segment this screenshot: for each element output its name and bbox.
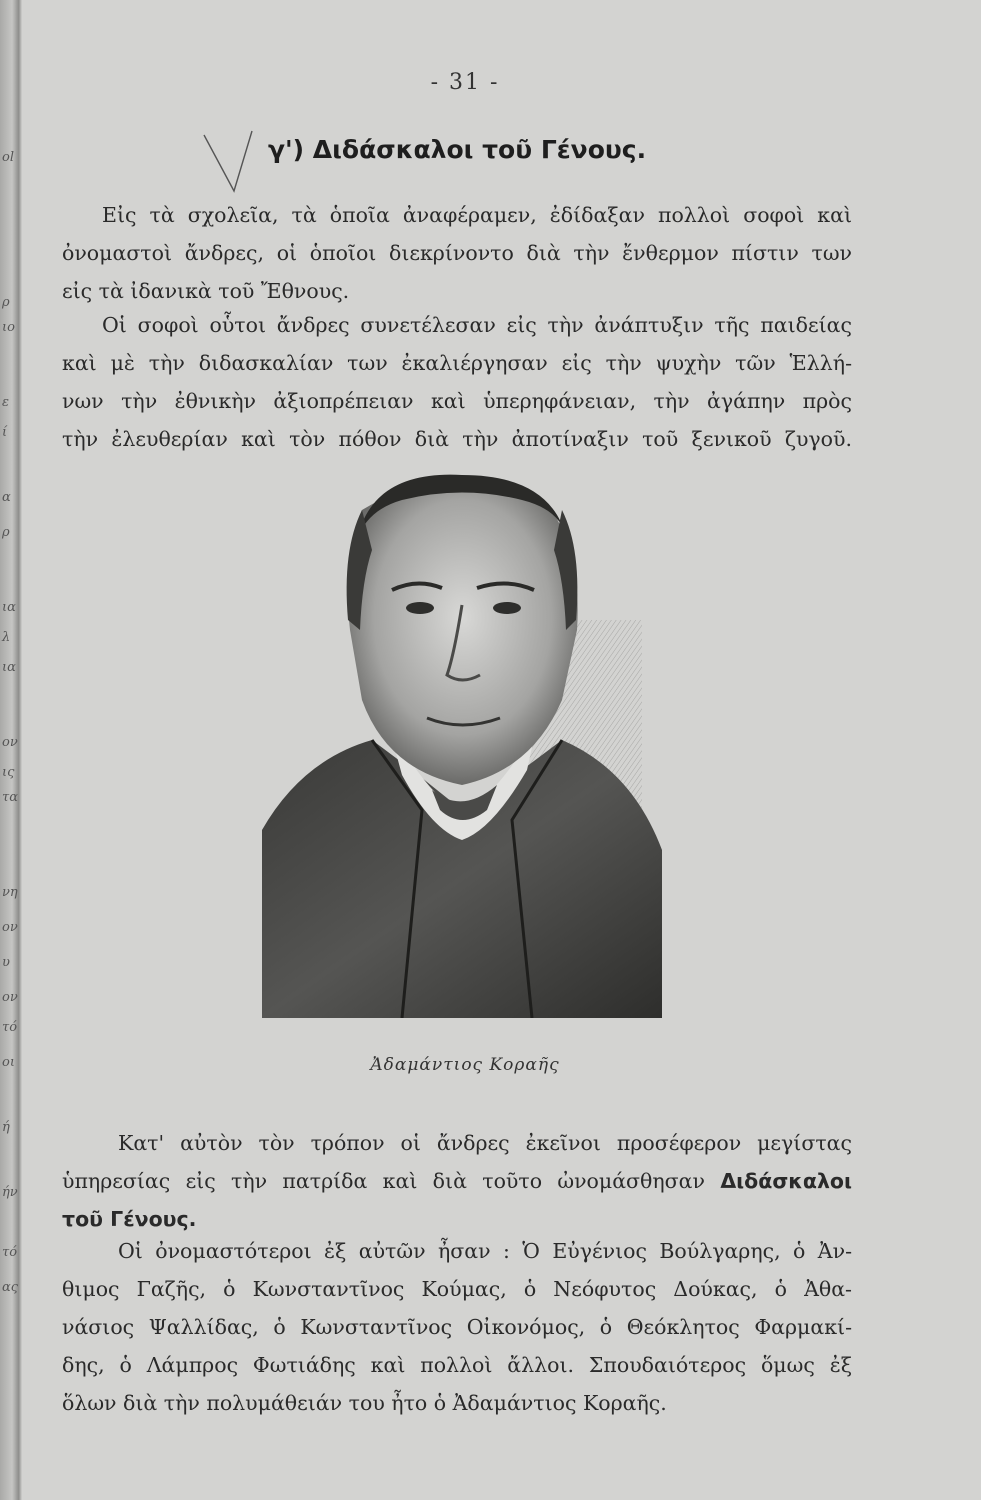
portrait-engraving xyxy=(262,470,662,1018)
margin-fragment: ε xyxy=(2,395,9,410)
margin-fragment: ας xyxy=(2,1280,19,1295)
margin-fragment: ρ xyxy=(2,295,10,310)
portrait-caption: Ἀδαμάντιος Κοραῆς xyxy=(370,1055,560,1075)
text-line: Οἱ ὀνομαστότεροι ἐξ αὐτῶν ἦσαν : Ὁ Εὐγένιος Βούλγαρης, ὁ Ἀν- xyxy=(118,1239,852,1263)
margin-fragment: ια xyxy=(2,600,16,615)
text-line: θιμος Γαζῆς, ὁ Κωνσταντῖνος Κούμας, ὁ Νεόφυτος Δούκας, ὁ Ἀθα- xyxy=(62,1277,852,1301)
margin-fragment: ή xyxy=(2,1120,10,1135)
margin-fragment: τό xyxy=(2,1020,18,1035)
adjacent-page-edge xyxy=(0,0,22,1500)
margin-fragment: οι xyxy=(2,1055,15,1070)
text-line: νάσιος Ψαλλίδας, ὁ Κωνσταντῖνος Οἰκονόμος, ὁ Θεόκλητος Φαρμακί- xyxy=(62,1315,852,1339)
margin-fragment: ιο xyxy=(2,320,15,335)
paragraph-2 xyxy=(62,306,852,458)
text-line: καὶ μὲ τὴν διδασκαλίαν των ἐκαλιέργησαν εἰς τὴν ψυχὴν τῶν Ἑλλή- xyxy=(62,351,852,375)
margin-fragment: ια xyxy=(2,660,16,675)
paragraph-1 xyxy=(62,196,852,310)
margin-fragment: ί xyxy=(2,425,8,440)
margin-fragment: τα xyxy=(2,790,18,805)
margin-fragment: υ xyxy=(2,955,10,970)
paragraph-4 xyxy=(62,1232,852,1422)
emphasized-term: τοῦ Γένους. xyxy=(62,1207,197,1231)
paragraph-3 xyxy=(62,1124,852,1238)
text-line: Οἱ σοφοὶ οὗτοι ἄνδρες συνετέλεσαν εἰς τὴν ἀνάπτυξιν τῆς παιδείας xyxy=(102,313,852,337)
portrait-illustration xyxy=(262,470,662,1018)
margin-fragment: νη xyxy=(2,885,18,900)
margin-fragment: ον xyxy=(2,990,18,1005)
text-line: Εἰς τὰ σχολεῖα, τὰ ὁποῖα ἀναφέραμεν, ἐδίδαξαν πολλοὶ σοφοὶ καὶ xyxy=(102,203,852,227)
text-line: εἰς τὰ ἰδανικὰ τοῦ Ἔθνους. xyxy=(62,279,350,303)
section-heading: γ') Διδάσκαλοι τοῦ Γένους. xyxy=(268,135,647,164)
margin-fragment: λ xyxy=(2,630,11,645)
text-segment: ὑπηρεσίας εἰς τὴν πατρίδα καὶ διὰ τοῦτο ὠνομάσθησαν xyxy=(62,1169,705,1193)
text-line: ὅλων διὰ τὴν πολυμάθειάν του ἦτο ὁ Ἀδαμάντιος Κοραῆς. xyxy=(62,1391,667,1415)
emphasized-term: Διδάσκαλοι xyxy=(720,1169,852,1193)
margin-fragment: ις xyxy=(2,765,15,780)
text-line: Κατ' αὐτὸν τὸν τρόπον οἱ ἄνδρες ἐκεῖνοι προσέφερον μεγίστας xyxy=(118,1131,852,1155)
margin-fragment: ήν xyxy=(2,1185,18,1200)
margin-fragment: ον xyxy=(2,735,18,750)
text-line: δης, ὁ Λάμπρος Φωτιάδης καὶ πολλοὶ ἄλλοι. Σπουδαιότερος ὅμως ἐξ xyxy=(62,1353,852,1377)
margin-fragment: α xyxy=(2,490,11,505)
text-line: ὀνομαστοὶ ἄνδρες, οἱ ὁποῖοι διεκρίνοντο διὰ τὴν ἔνθερμον πίστιν των xyxy=(62,241,852,265)
margin-fragment: ον xyxy=(2,920,18,935)
margin-fragment: τό xyxy=(2,1245,18,1260)
text-line: νων τὴν ἐθνικὴν ἀξιοπρέπειαν καὶ ὑπερηφάνειαν, τὴν ἀγάπην πρὸς xyxy=(62,389,852,413)
margin-fragment: ol xyxy=(2,150,14,165)
page-number: - 31 - xyxy=(430,70,500,95)
text-line-with-emphasis xyxy=(62,1162,852,1200)
pencil-check-mark xyxy=(200,127,260,197)
text-line: τὴν ἐλευθερίαν καὶ τὸν πόθον διὰ τὴν ἀποτίναξιν τοῦ ξενικοῦ ζυγοῦ. xyxy=(62,427,852,451)
margin-fragment: ρ xyxy=(2,525,10,540)
